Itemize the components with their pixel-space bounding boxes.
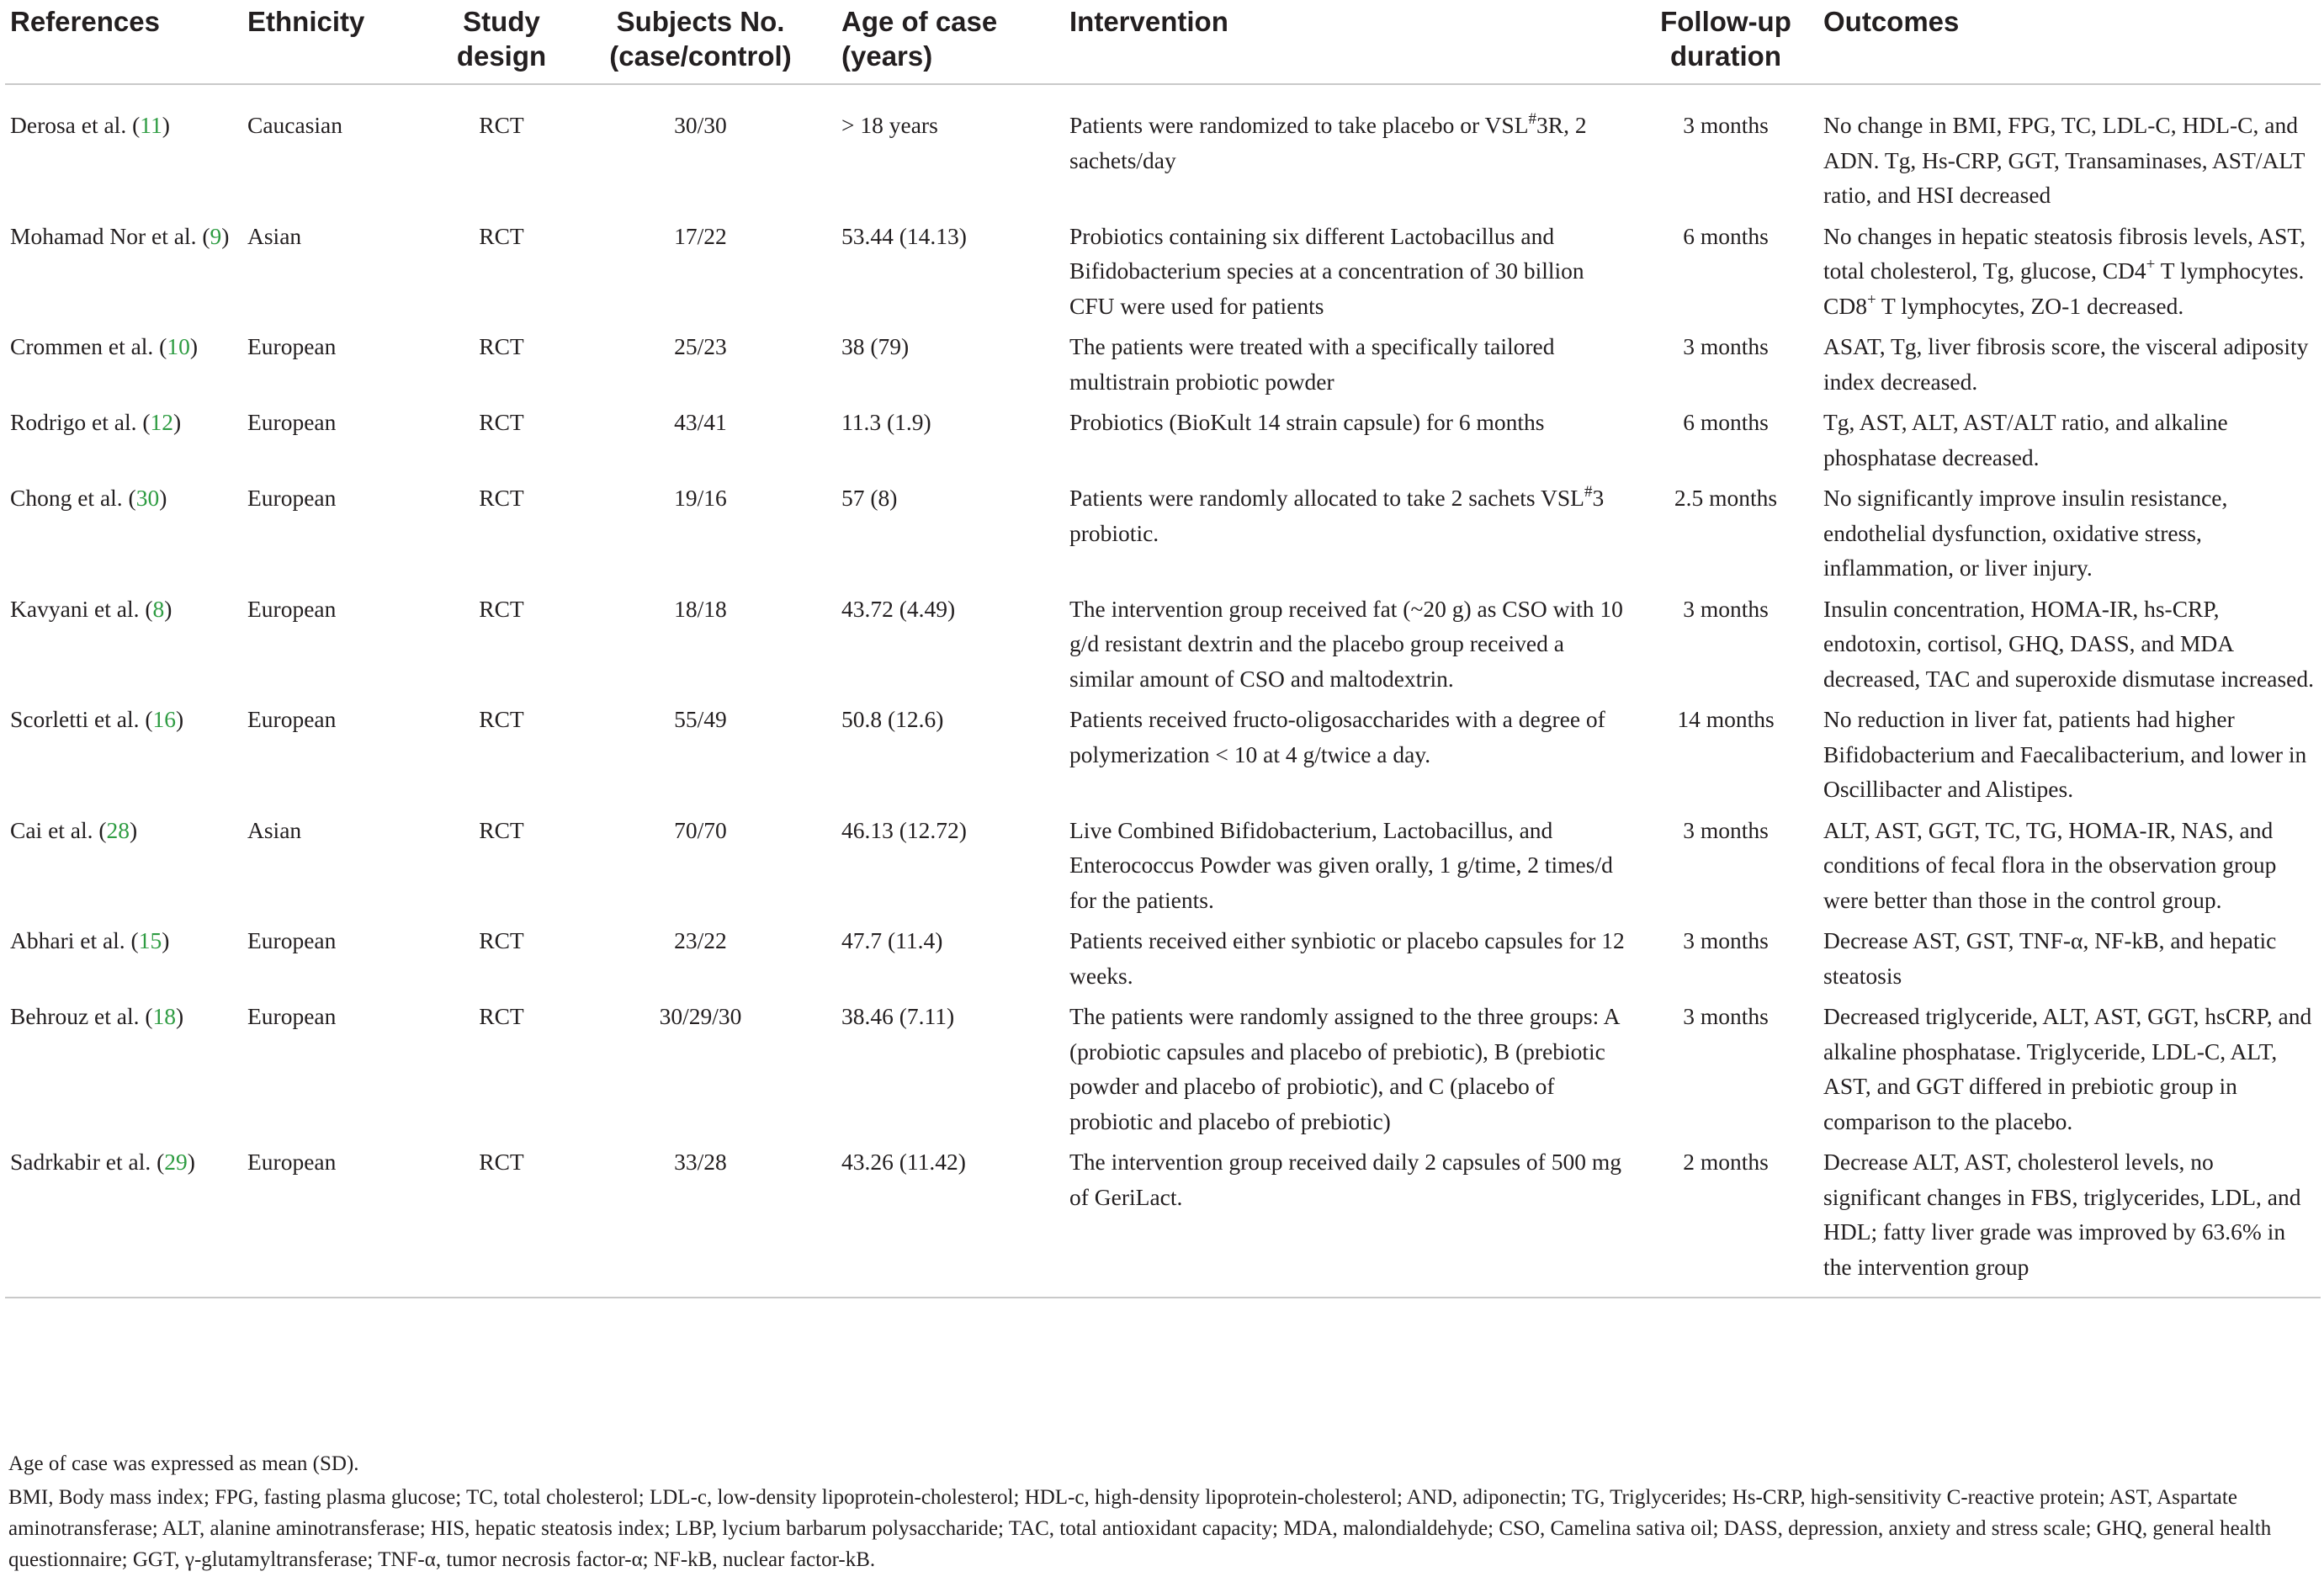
superscript-mark: # <box>1584 483 1593 501</box>
age-footnote: Age of case was expressed as mean (SD). <box>8 1452 359 1475</box>
citation-link[interactable]: 8 <box>152 595 165 622</box>
reference-close: ) <box>162 927 170 953</box>
superscript-mark: + <box>2146 256 2156 273</box>
reference-name: Rodrigo et al. ( <box>10 409 151 435</box>
intervention-cell: Probiotics (BioKult 14 strain capsule) for 6 months <box>1069 409 1545 435</box>
age-cell: 50.8 (12.6) <box>841 706 944 732</box>
reference-name: Scorletti et al. ( <box>10 706 153 732</box>
reference-close: ) <box>159 485 167 511</box>
reference-cell <box>5 702 242 813</box>
reference-close: ) <box>176 706 184 732</box>
subjects-cell: 17/22 <box>674 222 727 249</box>
reference-name: Crommen et al. ( <box>10 333 167 359</box>
reference-name: Sadrkabir et al. ( <box>10 1149 165 1175</box>
intervention-cell: Live Combined Bifidobacterium, Lactobacillus, and Enterococcus Powder was given orally, 1 g/time, 2 times/d for the patients. <box>1069 816 1613 913</box>
study-design-cell: RCT <box>479 1003 524 1029</box>
outcomes-cell: Decrease ALT, AST, cholesterol levels, no significant changes in FBS, triglycerides, LDL, and HDL; fatty liver grade was improved by 63.6% in the intervention group <box>1818 1144 2321 1298</box>
subjects-cell: 30/29/30 <box>659 1003 742 1029</box>
table-row <box>5 923 2321 999</box>
ethnicity-cell: European <box>242 1144 438 1298</box>
ethnicity-cell: European <box>247 409 337 435</box>
header-follow-up: Follow-up duration <box>1633 0 1818 84</box>
citation-link[interactable]: 29 <box>164 1149 188 1175</box>
header-study-design: Study design <box>438 0 565 84</box>
follow-up-cell: 6 months <box>1683 222 1769 249</box>
citation-link[interactable]: 10 <box>167 333 190 359</box>
age-cell: 43.72 (4.49) <box>841 595 956 622</box>
table-footnotes <box>8 1448 2318 1578</box>
studies-table <box>5 0 2321 1298</box>
table-row <box>5 84 2321 219</box>
reference-cell <box>5 923 242 999</box>
reference-cell <box>5 1144 242 1298</box>
subjects-cell: 25/23 <box>674 333 727 359</box>
age-cell: 46.13 (12.72) <box>841 816 967 843</box>
subjects-cell: 30/30 <box>674 112 727 138</box>
table-row <box>5 405 2321 480</box>
outcomes-cell: No reduction in liver fat, patients had higher Bifidobacterium and Faecalibacterium, and lower in Oscillibacter and Alistipes. <box>1823 706 2307 802</box>
ethnicity-cell: European <box>247 595 337 622</box>
citation-link[interactable]: 11 <box>140 112 162 138</box>
intervention-text: Patients were randomized to take placebo or VSL <box>1069 112 1529 138</box>
intervention-cell: The intervention group received daily 2 capsules of 500 mg of GeriLact. <box>1064 1144 1633 1298</box>
outcomes-cell: No significantly improve insulin resistance, endothelial dysfunction, oxidative stress, inflammation, or liver injury. <box>1823 485 2228 581</box>
citation-link[interactable]: 16 <box>152 706 177 732</box>
study-design-cell: RCT <box>479 333 524 359</box>
follow-up-cell: 2.5 months <box>1674 485 1778 511</box>
intervention-text: Patients were randomly allocated to take 2 sachets VSL <box>1069 485 1584 511</box>
citation-link[interactable]: 18 <box>152 1003 177 1029</box>
subjects-cell: 19/16 <box>674 485 727 511</box>
follow-up-cell: 6 months <box>1683 409 1769 435</box>
reference-cell <box>5 999 242 1144</box>
reference-cell <box>5 592 242 703</box>
subjects-cell: 70/70 <box>674 816 727 843</box>
header-row <box>5 0 2321 84</box>
intervention-cell: The intervention group received fat (~20 g) as CSO with 10 g/d resistant dextrin and the placebo group received a similar amount of CSO and maltodextrin. <box>1069 595 1623 692</box>
intervention-cell <box>1064 84 1633 219</box>
table-row <box>5 702 2321 813</box>
reference-cell <box>5 405 242 480</box>
age-cell: 43.26 (11.42) <box>836 1144 1064 1298</box>
reference-name: Abhari et al. ( <box>10 927 139 953</box>
header-references: References <box>5 0 242 84</box>
ethnicity-cell: European <box>247 927 337 953</box>
reference-close: ) <box>187 1149 195 1175</box>
reference-cell <box>5 84 242 219</box>
citation-link[interactable]: 30 <box>135 485 160 511</box>
intervention-cell: Probiotics containing six different Lactobacillus and Bifidobacterium species at a concentration of 30 billion CFU were used for patients <box>1069 222 1584 319</box>
subjects-cell: 43/41 <box>674 409 727 435</box>
follow-up-cell: 2 months <box>1633 1144 1818 1298</box>
ethnicity-cell: European <box>247 333 337 359</box>
outcomes-cell: ALT, AST, GGT, TC, TG, HOMA-IR, NAS, and conditions of fecal flora in the observation group were better than those in the control group. <box>1823 816 2277 913</box>
outcomes-cell: Insulin concentration, HOMA-IR, hs-CRP, endotoxin, cortisol, GHQ, DASS, and MDA decreased, TAC and superoxide dismutase increased. <box>1823 595 2314 692</box>
follow-up-cell: 14 months <box>1677 706 1775 732</box>
citation-link[interactable]: 12 <box>150 409 173 435</box>
reference-name: Mohamad Nor et al. ( <box>10 222 210 249</box>
outcomes-cell: No change in BMI, FPG, TC, LDL-C, HDL-C, and ADN. Tg, Hs-CRP, GGT, Transaminases, AST/ALT ratio, and HSI decreased <box>1823 112 2305 208</box>
study-design-cell: RCT <box>479 927 524 953</box>
age-cell: 38.46 (7.11) <box>841 1003 955 1029</box>
reference-close: ) <box>162 112 170 138</box>
superscript-mark: + <box>1866 290 1876 309</box>
citation-link[interactable]: 28 <box>106 816 130 843</box>
outcomes-text-end: T lymphocytes, ZO-1 decreased. <box>1876 292 2184 319</box>
reference-cell <box>5 329 242 405</box>
reference-close: ) <box>189 333 199 359</box>
follow-up-cell: 3 months <box>1683 333 1769 359</box>
table-row <box>5 592 2321 703</box>
age-cell: > 18 years <box>841 112 938 138</box>
subjects-cell: 33/28 <box>565 1144 836 1298</box>
outcomes-text-continued: T lymphocytes. CD8 <box>1823 257 2305 319</box>
ethnicity-cell: European <box>247 706 337 732</box>
reference-cell <box>5 813 242 924</box>
header-subjects: Subjects No. (case/control) <box>565 0 836 84</box>
ethnicity-cell: Caucasian <box>247 112 343 138</box>
reference-name: Behrouz et al. ( <box>10 1003 153 1029</box>
outcomes-cell: Decrease AST, GST, TNF-α, NF-kB, and hepatic steatosis <box>1823 927 2277 989</box>
study-design-cell: RCT <box>479 595 524 622</box>
table-row <box>5 999 2321 1144</box>
reference-close: ) <box>221 222 230 249</box>
superscript-mark: # <box>1528 110 1537 128</box>
study-design-cell: RCT <box>479 222 524 249</box>
reference-close: ) <box>130 816 138 843</box>
intervention-text-continued: 3 probiotic. <box>1069 485 1605 546</box>
header-intervention: Intervention <box>1064 0 1633 84</box>
study-design-cell: RCT <box>479 816 524 843</box>
reference-name: Derosa et al. ( <box>10 112 141 138</box>
reference-name: Cai et al. ( <box>10 816 107 843</box>
subjects-cell: 23/22 <box>674 927 727 953</box>
ethnicity-cell: European <box>247 485 337 511</box>
reference-cell <box>5 219 242 330</box>
header-ethnicity: Ethnicity <box>242 0 438 84</box>
reference-close: ) <box>176 1003 184 1029</box>
subjects-cell: 18/18 <box>674 595 727 622</box>
citation-link[interactable]: 15 <box>138 927 162 953</box>
study-design-cell: RCT <box>479 409 524 435</box>
outcomes-text: No changes in hepatic steatosis fibrosis levels, AST, total cholesterol, Tg, glucose, CD4 <box>1823 222 2306 284</box>
ethnicity-cell: European <box>247 1003 337 1029</box>
outcomes-cell: Tg, AST, ALT, AST/ALT ratio, and alkaline phosphatase decreased. <box>1823 409 2228 470</box>
reference-close: ) <box>164 595 172 622</box>
header-outcomes: Outcomes <box>1818 0 2321 84</box>
intervention-cell: The patients were randomly assigned to the three groups: A (probiotic capsules and placebo of prebiotic), B (prebiotic powder and placebo of probiotic), and C (placebo of probiotic and placebo of prebiotic) <box>1069 1003 1619 1134</box>
reference-name: Chong et al. ( <box>10 485 136 511</box>
follow-up-cell: 3 months <box>1683 927 1769 953</box>
intervention-cell <box>1064 480 1633 592</box>
follow-up-cell: 3 months <box>1683 595 1769 622</box>
age-cell: 11.3 (1.9) <box>841 409 931 435</box>
table-row <box>5 329 2321 405</box>
table-row <box>5 219 2321 330</box>
study-design-cell: RCT <box>438 1144 565 1298</box>
ethnicity-cell: Asian <box>247 222 302 249</box>
citation-link[interactable]: 9 <box>210 222 222 249</box>
intervention-cell: The patients were treated with a specifically tailored multistrain probiotic powder <box>1069 333 1555 395</box>
header-age: Age of case (years) <box>836 0 1064 84</box>
outcomes-cell: Decreased triglyceride, ALT, AST, GGT, hsCRP, and alkaline phosphatase. Triglyceride, LDL-C, ALT, AST, and GGT differed in prebiotic group in comparison to the placebo. <box>1823 1003 2312 1134</box>
age-cell: 53.44 (14.13) <box>841 222 967 249</box>
study-design-cell: RCT <box>479 485 524 511</box>
follow-up-cell: 3 months <box>1683 816 1769 843</box>
study-design-cell: RCT <box>479 112 524 138</box>
intervention-cell: Patients received either synbiotic or placebo capsules for 12 weeks. <box>1069 927 1625 989</box>
age-cell: 57 (8) <box>841 485 898 511</box>
outcomes-cell: ASAT, Tg, liver fibrosis score, the visceral adiposity index decreased. <box>1823 333 2309 395</box>
table-row <box>5 813 2321 924</box>
table-row <box>5 1144 2321 1298</box>
ethnicity-cell: Asian <box>247 816 302 843</box>
study-design-cell: RCT <box>479 706 524 732</box>
outcomes-cell <box>1818 219 2321 330</box>
reference-name: Kavyani et al. ( <box>10 595 153 622</box>
follow-up-cell: 3 months <box>1683 1003 1769 1029</box>
intervention-text-continued: 3R, 2 sachets/day <box>1069 112 1587 173</box>
age-cell: 47.7 (11.4) <box>841 927 943 953</box>
reference-close: ) <box>173 409 182 435</box>
table-row <box>5 480 2321 592</box>
follow-up-cell: 3 months <box>1683 112 1769 138</box>
reference-cell <box>5 480 242 592</box>
age-cell: 38 (79) <box>841 333 910 359</box>
abbreviations-footnote: BMI, Body mass index; FPG, fasting plasma glucose; TC, total cholesterol; LDL-c, low-density lipoprotein-cholesterol; HDL-c, high-density lipoprotein-cholesterol; AND, adiponectin; TG, Triglycerides; Hs-CRP, high-sensitivity C-reactive protein; AST, Aspartate aminotransferase; ALT, alanine aminotransferase; HIS, hepatic steatosis index; LBP, lycium barbarum polysaccharide; TAC, total antioxidant capacity; MDA, malondialdehyde; CSO, Camelina sativa oil; DASS, depression, anxiety and stress scale; GHQ, general health questionnaire; GGT, γ-glutamyltransferase; TNF-α, tumor necrosis factor-α; NF-kB, nuclear factor-kB. <box>8 1486 2272 1571</box>
subjects-cell: 55/49 <box>674 706 727 732</box>
intervention-cell: Patients received fructo-oligosaccharides with a degree of polymerization < 10 at 4 g/twice a day. <box>1069 706 1605 767</box>
